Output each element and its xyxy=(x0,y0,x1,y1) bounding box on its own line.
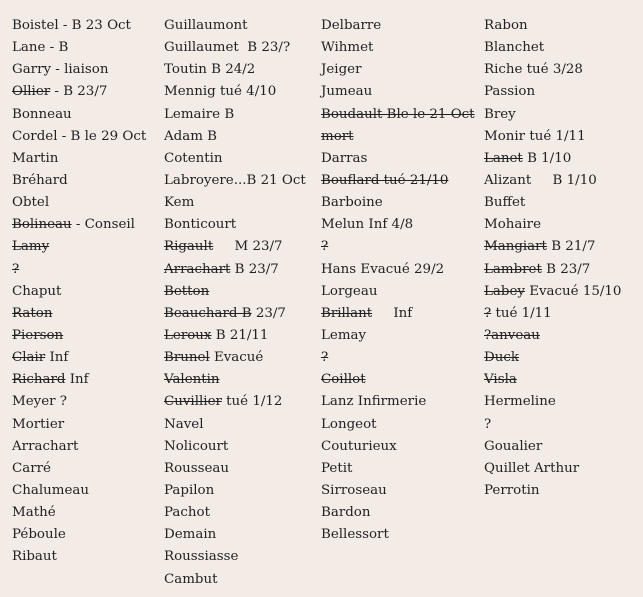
entry-text: Bonneau xyxy=(12,106,72,122)
list-item xyxy=(321,37,475,59)
list-item xyxy=(12,458,146,480)
struck-text: Beauchard B xyxy=(164,305,252,321)
entry-text: Buffet xyxy=(484,195,526,211)
list-item xyxy=(321,347,475,369)
list-item xyxy=(12,436,146,458)
list-item xyxy=(321,502,475,524)
list-item xyxy=(484,325,621,347)
list-item xyxy=(12,104,146,126)
list-item xyxy=(164,325,306,347)
list-item xyxy=(321,170,475,192)
list-item xyxy=(164,236,306,258)
entry-text: Chaput xyxy=(12,283,62,299)
list-item xyxy=(12,347,146,369)
entry-text: Boistel - B 23 Oct xyxy=(12,18,131,33)
struck-text: Mangiart xyxy=(484,239,547,255)
list-item xyxy=(321,81,475,103)
entry-text: Jeiger xyxy=(321,62,362,78)
struck-text: Clair xyxy=(12,350,46,366)
entry-text: Inf xyxy=(372,305,413,321)
list-item xyxy=(321,236,475,258)
entry-text: Labroyere...B 21 Oct xyxy=(164,172,306,188)
list-item xyxy=(484,369,621,391)
entry-text: Mennig tué 4/10 xyxy=(164,84,277,100)
struck-text: Brillant xyxy=(321,305,373,321)
struck-text: ? xyxy=(321,350,329,366)
entry-text: Demain xyxy=(164,527,217,543)
entry-text: Petit xyxy=(321,460,353,476)
entry-text: Alizant B 1/10 xyxy=(484,172,597,188)
entry-text: Lanz Infirmerie xyxy=(321,394,427,410)
entry-text: Evacué 15/10 xyxy=(524,283,622,299)
struck-text: Visla xyxy=(484,372,517,388)
list-item xyxy=(164,15,306,37)
list-item xyxy=(321,59,475,81)
list-item xyxy=(484,214,621,236)
list-item xyxy=(484,126,621,148)
entry-text: Guillaumont xyxy=(164,18,248,33)
list-item xyxy=(484,81,621,103)
entry-text: Bonticourt xyxy=(164,217,237,233)
list-item xyxy=(484,15,621,37)
list-item xyxy=(12,37,146,59)
list-item xyxy=(321,192,475,214)
entry-text: Inf xyxy=(65,372,89,388)
struck-text: ?anveau xyxy=(484,327,540,343)
list-item xyxy=(164,126,306,148)
list-item xyxy=(12,236,146,258)
entry-text: Bellessort xyxy=(321,527,389,543)
list-item xyxy=(484,259,621,281)
list-item xyxy=(484,480,621,502)
entry-text: Goualier xyxy=(484,438,543,454)
list-item xyxy=(12,303,146,325)
list-item xyxy=(484,37,621,59)
entry-text: Blanchet xyxy=(484,40,545,56)
struck-text: Raton xyxy=(12,305,53,321)
column-3 xyxy=(321,15,475,546)
list-item xyxy=(164,170,306,192)
list-item xyxy=(12,214,146,236)
list-item xyxy=(484,236,621,258)
entry-text: Lorgeau xyxy=(321,283,378,299)
entry-text: Wihmet xyxy=(321,40,374,56)
struck-text: Valentin xyxy=(164,372,220,388)
list-item xyxy=(12,391,146,413)
column-2 xyxy=(164,15,306,591)
list-item xyxy=(164,414,306,436)
entry-text: Sirroseau xyxy=(321,482,387,498)
struck-text: ? xyxy=(12,261,20,277)
entry-text: Obtel xyxy=(12,195,50,211)
list-item xyxy=(164,259,306,281)
entry-text: Passion xyxy=(484,84,536,100)
struck-text: Cuvillier xyxy=(164,394,222,410)
list-item xyxy=(321,214,475,236)
list-item xyxy=(164,104,306,126)
entry-text: Darras xyxy=(321,150,368,166)
list-item xyxy=(164,281,306,303)
entry-text: Guillaumet B 23/? xyxy=(164,40,291,56)
struck-text: ? xyxy=(321,239,329,255)
list-item xyxy=(12,325,146,347)
struck-text: Boudault Ble le 21 Oct xyxy=(321,106,475,122)
entry-text: Hans Evacué 29/2 xyxy=(321,261,445,277)
struck-text: Brunel xyxy=(164,350,210,366)
list-item xyxy=(164,458,306,480)
list-item xyxy=(484,414,621,436)
entry-text: Bardon xyxy=(321,505,371,521)
struck-text: Bolineau xyxy=(12,217,72,233)
entry-text: Toutin B 24/2 xyxy=(164,62,256,78)
entry-text: Brey xyxy=(484,106,516,122)
struck-text: ? xyxy=(484,305,492,321)
list-item xyxy=(484,148,621,170)
column-4 xyxy=(484,15,621,502)
list-item xyxy=(484,192,621,214)
list-item xyxy=(484,59,621,81)
entry-text: B 1/10 xyxy=(522,150,572,166)
entry-text: B 23/7 xyxy=(541,261,591,277)
entry-text: Jumeau xyxy=(321,84,373,100)
list-item xyxy=(321,104,475,126)
entry-text: Chalumeau xyxy=(12,482,89,498)
list-item xyxy=(321,148,475,170)
struck-text: Lamy xyxy=(12,239,50,255)
list-item xyxy=(164,59,306,81)
list-item xyxy=(484,391,621,413)
list-item xyxy=(321,15,475,37)
entry-text: B 21/7 xyxy=(546,239,596,255)
entry-text: Perrotin xyxy=(484,482,540,498)
struck-text: Lambret xyxy=(484,261,542,277)
entry-text: tué 1/11 xyxy=(491,305,552,321)
list-item xyxy=(12,524,146,546)
entry-text: Péboule xyxy=(12,527,66,543)
list-item xyxy=(484,303,621,325)
struck-text: Bouflard tué 21/10 xyxy=(321,172,449,188)
list-item xyxy=(484,281,621,303)
entry-text: Delbarre xyxy=(321,18,382,33)
entry-text: B 21/11 xyxy=(211,327,269,343)
entry-text: Mortier xyxy=(12,416,65,432)
struck-text: Betton xyxy=(164,283,210,299)
entry-text: Arrachart xyxy=(12,438,79,454)
struck-text: Rigault xyxy=(164,239,214,255)
list-item xyxy=(12,480,146,502)
list-item xyxy=(321,325,475,347)
entry-text: Carré xyxy=(12,460,51,476)
entry-text: Lemaire B xyxy=(164,106,235,122)
list-item xyxy=(164,436,306,458)
entry-text: Bréhard xyxy=(12,172,68,188)
struck-text: Coillot xyxy=(321,372,366,388)
struck-text: Labey xyxy=(484,283,525,299)
list-item xyxy=(484,104,621,126)
list-item xyxy=(164,192,306,214)
entry-text: Cambut xyxy=(164,571,218,587)
entry-text: Mohaire xyxy=(484,217,541,233)
list-item xyxy=(12,15,146,37)
struck-text: Ollier xyxy=(12,84,51,100)
struck-text: Leroux xyxy=(164,327,212,343)
entry-text: Navel xyxy=(164,416,204,432)
entry-text: Hermeline xyxy=(484,394,556,410)
list-item xyxy=(164,480,306,502)
entry-text: B 23/7 xyxy=(230,261,279,277)
entry-text: Inf xyxy=(45,350,69,366)
list-item xyxy=(12,369,146,391)
entry-text: Meyer ? xyxy=(12,394,67,410)
list-item xyxy=(321,259,475,281)
entry-text: - B 23/7 xyxy=(50,84,108,100)
struck-text: Pierson xyxy=(12,327,64,343)
entry-text: Kem xyxy=(164,195,195,211)
entry-text: Garry - liaison xyxy=(12,62,109,78)
list-item xyxy=(12,81,146,103)
list-item xyxy=(321,281,475,303)
list-item xyxy=(484,170,621,192)
list-item xyxy=(12,170,146,192)
struck-text: Richard xyxy=(12,372,66,388)
entry-text: Ribaut xyxy=(12,549,57,565)
list-item xyxy=(12,281,146,303)
list-item xyxy=(12,192,146,214)
list-item xyxy=(164,214,306,236)
entry-text: Evacué xyxy=(209,350,264,366)
list-item xyxy=(321,369,475,391)
entry-text: Nolicourt xyxy=(164,438,229,454)
list-item xyxy=(12,126,146,148)
entry-text: Rabon xyxy=(484,18,528,33)
list-item xyxy=(321,126,475,148)
list-item xyxy=(484,458,621,480)
entry-text: Riche tué 3/28 xyxy=(484,62,583,78)
entry-text: Lane - B xyxy=(12,40,69,56)
list-item xyxy=(164,524,306,546)
list-item xyxy=(321,524,475,546)
list-item xyxy=(12,546,146,568)
struck-text: Arrachart xyxy=(164,261,231,277)
list-item xyxy=(321,391,475,413)
list-item xyxy=(164,569,306,591)
struck-text: mort xyxy=(321,128,354,144)
list-item xyxy=(164,81,306,103)
list-item xyxy=(164,391,306,413)
struck-text: Duck xyxy=(484,350,519,366)
entry-text: Barboine xyxy=(321,195,383,211)
list-item xyxy=(12,148,146,170)
entry-text: Quillet Arthur xyxy=(484,460,580,476)
entry-text: Rousseau xyxy=(164,460,230,476)
entry-text: ? xyxy=(484,416,492,432)
entry-text: Cordel - B le 29 Oct xyxy=(12,128,147,144)
entry-text: M 23/7 xyxy=(213,239,283,255)
entry-text: tué 1/12 xyxy=(221,394,283,410)
entry-text: Papilon xyxy=(164,482,215,498)
list-item xyxy=(321,414,475,436)
entry-text: Monir tué 1/11 xyxy=(484,128,586,144)
entry-text: Roussiasse xyxy=(164,549,239,565)
list-item xyxy=(164,546,306,568)
list-item xyxy=(164,303,306,325)
entry-text: Longeot xyxy=(321,416,377,432)
list-item xyxy=(164,148,306,170)
list-item xyxy=(164,347,306,369)
list-item xyxy=(164,502,306,524)
entry-text: 23/7 xyxy=(251,305,286,321)
list-item xyxy=(12,414,146,436)
list-item xyxy=(164,37,306,59)
entry-text: Mathé xyxy=(12,505,56,521)
list-item xyxy=(484,347,621,369)
list-item xyxy=(321,303,475,325)
entry-text: Melun Inf 4/8 xyxy=(321,217,414,233)
list-item xyxy=(484,436,621,458)
entry-text: Lemay xyxy=(321,327,367,343)
list-item xyxy=(321,436,475,458)
entry-text: Cotentin xyxy=(164,150,223,166)
entry-text: Couturieux xyxy=(321,438,397,454)
entry-text: Adam B xyxy=(164,128,218,144)
list-item xyxy=(164,369,306,391)
entry-text: - Conseil xyxy=(71,217,135,233)
list-item xyxy=(12,502,146,524)
struck-text: Lanet xyxy=(484,150,523,166)
column-1 xyxy=(12,15,146,569)
entry-text: Martin xyxy=(12,150,59,166)
entry-text: Pachot xyxy=(164,505,210,521)
list-item xyxy=(321,480,475,502)
list-item xyxy=(12,259,146,281)
list-item xyxy=(321,458,475,480)
list-item xyxy=(12,59,146,81)
